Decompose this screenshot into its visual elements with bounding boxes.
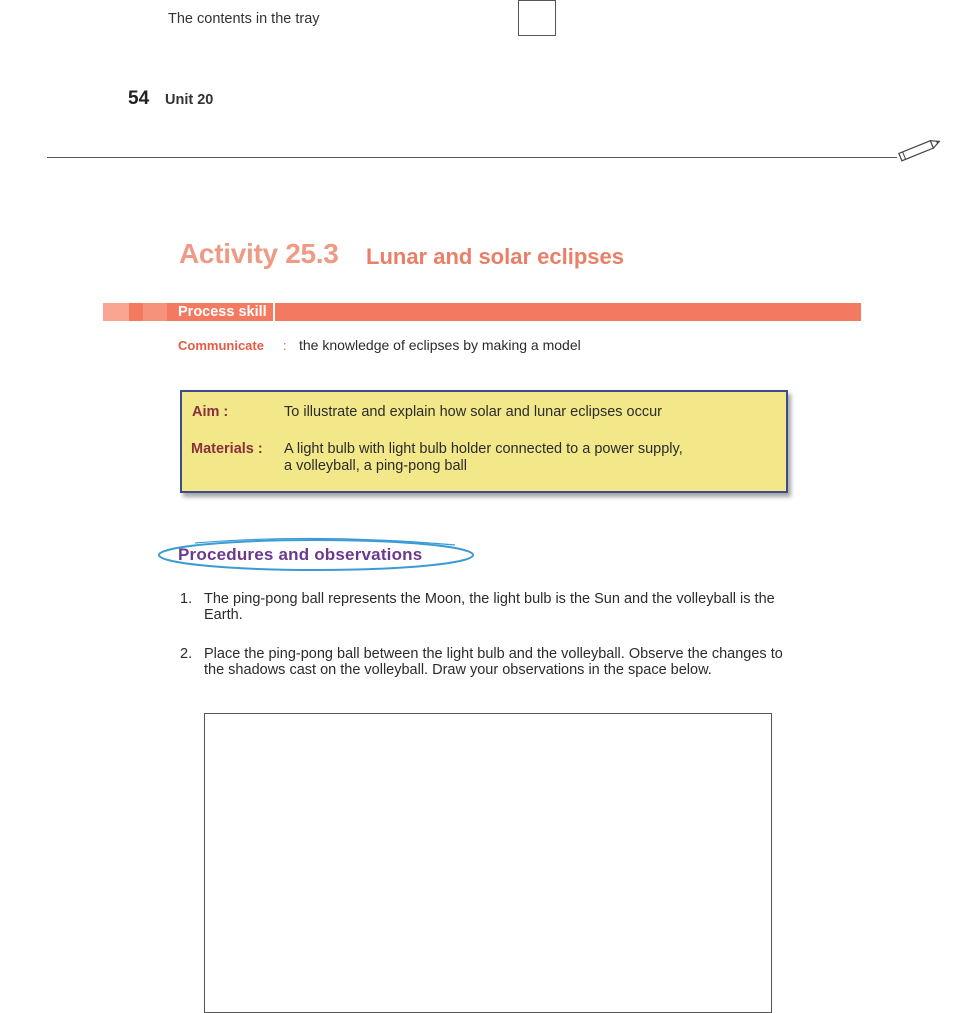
observation-drawing-area[interactable]	[204, 713, 772, 1013]
aim-label: Aim :	[192, 404, 229, 420]
procedures-heading: Procedures and observations	[178, 545, 423, 564]
materials-line: A light bulb with light bulb holder connected to a power supply,	[284, 441, 683, 457]
materials-label: Materials :	[191, 441, 263, 457]
step-number: 2.	[180, 646, 193, 662]
pencil-icon	[893, 138, 943, 162]
materials-text	[284, 441, 754, 475]
page-divider	[47, 157, 897, 158]
step-text: Place the ping-pong ball between the light bulb and the volleyball. Observe the changes to the shadows cast on the volleyball. Draw your observations in the space below.	[204, 646, 783, 678]
tray-answer-checkbox[interactable]	[518, 0, 556, 36]
skill-bar-block	[143, 303, 167, 321]
tray-contents-label: The contents in the tray	[168, 11, 320, 27]
skill-separator: :	[283, 338, 287, 353]
step-number: 1.	[180, 591, 193, 607]
aim-text: To illustrate and explain how solar and lunar eclipses occur	[284, 404, 663, 420]
unit-label: Unit 20	[165, 92, 214, 108]
activity-number: Activity 25.3	[179, 238, 339, 269]
activity-title: Lunar and solar eclipses	[366, 244, 624, 269]
step-text: The ping-pong ball represents the Moon, the light bulb is the Sun and the volleyball is the Earth.	[204, 591, 775, 623]
page-number: 54	[128, 88, 150, 109]
skill-name: Communicate	[178, 338, 264, 353]
skill-bar-block	[103, 303, 129, 321]
process-skill-heading: Process skill	[178, 303, 275, 321]
skill-description: the knowledge of eclipses by making a model	[299, 337, 581, 353]
materials-line: a volleyball, a ping-pong ball	[284, 458, 467, 474]
